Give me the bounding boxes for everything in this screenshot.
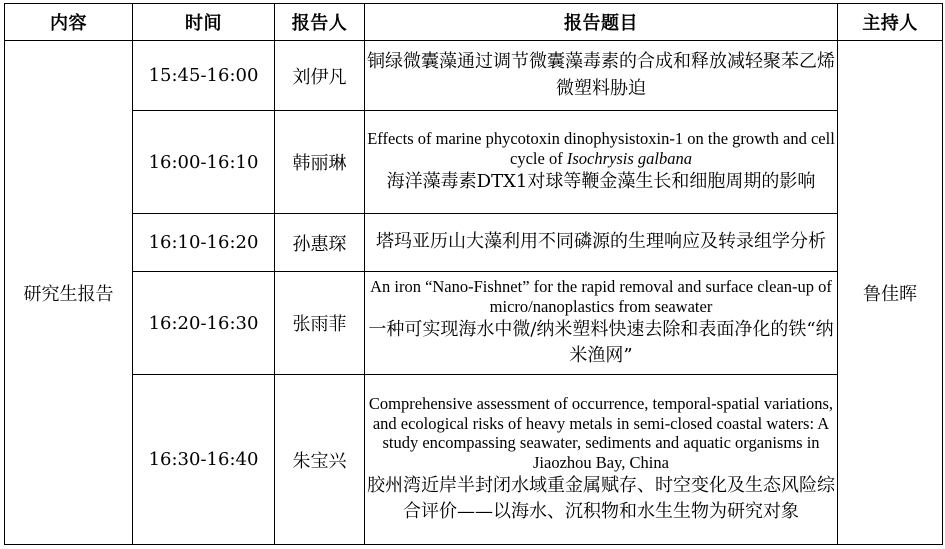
table-row	[5, 272, 943, 375]
session-host: 鲁佳晖	[838, 41, 943, 545]
schedule-table	[4, 3, 943, 545]
talk-time: 16:10-16:20	[133, 214, 275, 272]
table-row	[5, 111, 943, 214]
talk-title-en-text: Effects of marine phycotoxin dinophysistoxin-1 on the growth and cell cycle of	[367, 129, 835, 168]
talk-title-zh: 胶州湾近岸半封闭水域重金属赋存、时空变化及生态风险综合评价——以海水、沉积物和水生生物为研究对象	[367, 475, 835, 523]
header-host: 主持人	[838, 4, 943, 41]
talk-speaker: 朱宝兴	[275, 375, 365, 545]
header-title: 报告题目	[365, 4, 838, 41]
talk-speaker: 孙惠琛	[275, 214, 365, 272]
table-row	[5, 375, 943, 545]
talk-title	[365, 375, 838, 545]
talk-title-en: An iron “Nano-Fishnet” for the rapid removal and surface clean-up of micro/nanoplastics from seawater	[370, 277, 832, 316]
species-name: Isochrysis galbana	[566, 148, 692, 168]
header-content: 内容	[5, 4, 133, 41]
talk-title	[365, 214, 838, 272]
talk-time: 15:45-16:00	[133, 41, 275, 111]
talk-title	[365, 272, 838, 375]
talk-title-en: Comprehensive assessment of occurrence, temporal-spatial variations, and ecological risks of heavy metals in semi-closed coastal waters: A study encompassing seawater, sediments and aquatic organisms in Jiaozhou Bay, China	[368, 393, 834, 473]
talk-title-en	[365, 129, 837, 169]
table-row	[5, 214, 943, 272]
talk-title-zh: 铜绿微囊藻通过调节微囊藻毒素的合成和释放减轻聚苯乙烯微塑料胁迫	[367, 51, 835, 99]
talk-time: 16:20-16:30	[133, 272, 275, 375]
header-speaker: 报告人	[275, 4, 365, 41]
talk-title	[365, 111, 838, 214]
talk-speaker: 刘伊凡	[275, 41, 365, 111]
talk-time: 16:00-16:10	[133, 111, 275, 214]
talk-title	[365, 41, 838, 111]
table-row	[5, 41, 943, 111]
header-time: 时间	[133, 4, 275, 41]
session-category: 研究生报告	[5, 41, 133, 545]
talk-time: 16:30-16:40	[133, 375, 275, 545]
talk-speaker: 张雨菲	[275, 272, 365, 375]
talk-title-zh: 塔玛亚历山大藻利用不同磷源的生理响应及转录组学分析	[376, 231, 826, 253]
header-row	[5, 4, 943, 41]
talk-title-zh: 海洋藻毒素DTX1对球等鞭金藻生长和细胞周期的影响	[386, 170, 816, 192]
talk-title-zh: 一种可实现海水中微/纳米塑料快速去除和表面净化的铁“纳米渔网”	[368, 318, 834, 366]
talk-speaker: 韩丽琳	[275, 111, 365, 214]
